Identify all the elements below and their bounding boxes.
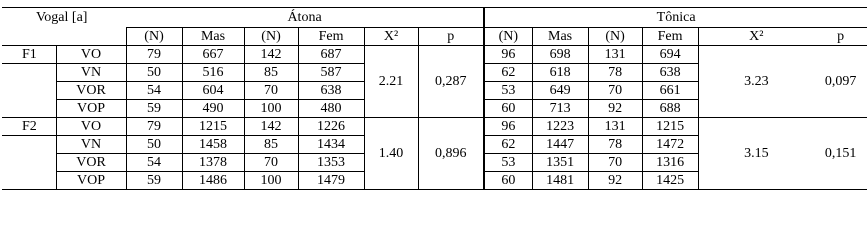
table-cell: 78 [588,64,642,82]
vowel-label: VO [56,118,126,136]
table-cell: 1223 [532,118,588,136]
table-cell: 59 [126,100,182,118]
table-cell: 638 [642,64,698,82]
vowel-label: VN [56,136,126,154]
vowel-label: VOR [56,82,126,100]
table-cell: 54 [126,154,182,172]
table-cell: 50 [126,64,182,82]
table-cell: 100 [244,100,298,118]
p-value: 0,097 [814,46,867,118]
p-value: 0,896 [418,118,484,190]
table-cell: 54 [126,82,182,100]
col-header-tonica-n-fem: (N) [588,28,642,46]
table-cell: 688 [642,100,698,118]
table-cell: 1447 [532,136,588,154]
table-cell: 1481 [532,172,588,190]
table-cell: 516 [182,64,244,82]
table-cell: 96 [484,118,532,136]
table-cell: 96 [484,46,532,64]
vowel-label: VOP [56,172,126,190]
table-cell: 1458 [182,136,244,154]
table-cell: 698 [532,46,588,64]
vowel-label: VOP [56,100,126,118]
table-cell: 490 [182,100,244,118]
table-cell: 638 [298,82,364,100]
table-cell: 1215 [642,118,698,136]
chi-square-value: 3.23 [698,46,814,118]
p-value: 0,287 [418,46,484,118]
table-cell: 53 [484,82,532,100]
table-cell: 85 [244,64,298,82]
chi-square-value: 2.21 [364,46,418,118]
group-header-atona: Átona [126,8,484,28]
table-cell: 1486 [182,172,244,190]
chi-square-value: 1.40 [364,118,418,190]
chi-square-value: 3.15 [698,118,814,190]
table-cell: 142 [244,118,298,136]
vowel-label: VN [56,64,126,82]
table-cell: 85 [244,136,298,154]
table-cell: 480 [298,100,364,118]
table-cell: 1215 [182,118,244,136]
table-cell: 694 [642,46,698,64]
table-cell: 1425 [642,172,698,190]
table-cell: 661 [642,82,698,100]
col-header-atona-n-fem: (N) [244,28,298,46]
table-cell: 92 [588,100,642,118]
table-cell: 60 [484,100,532,118]
table-cell: 70 [588,82,642,100]
table-cell: 62 [484,64,532,82]
vowel-label: VOR [56,154,126,172]
col-header-atona-mas: Mas [182,28,244,46]
formant-statistics-table [2,7,867,190]
table-cell: 60 [484,172,532,190]
col-header-tonica-mas: Mas [532,28,588,46]
table-cell: 649 [532,82,588,100]
table-cell: 62 [484,136,532,154]
vowel-label: VO [56,46,126,64]
table-cell: 713 [532,100,588,118]
table-cell: 70 [588,154,642,172]
table-cell: 1351 [532,154,588,172]
col-header-atona-p: p [418,28,484,46]
table-cell: 1226 [298,118,364,136]
col-header-atona-x2: X² [364,28,418,46]
formant-label: F2 [2,118,56,136]
table-cell: 1378 [182,154,244,172]
table-cell: 1434 [298,136,364,154]
table-cell: 92 [588,172,642,190]
col-header-tonica-fem: Fem [642,28,698,46]
table-cell: 667 [182,46,244,64]
table-cell: 50 [126,136,182,154]
table-cell: 687 [298,46,364,64]
table-cell: 1472 [642,136,698,154]
group-header-tonica: Tônica [484,8,867,28]
table-cell: 1479 [298,172,364,190]
header-corner: Vogal [a] [2,8,126,28]
table-cell: 618 [532,64,588,82]
table-cell: 70 [244,82,298,100]
col-header-tonica-p: p [814,28,867,46]
table-cell: 604 [182,82,244,100]
table-cell: 78 [588,136,642,154]
table-cell: 70 [244,154,298,172]
formant-label: F1 [2,46,56,64]
table-cell: 587 [298,64,364,82]
table-cell: 53 [484,154,532,172]
table-cell: 79 [126,118,182,136]
p-value: 0,151 [814,118,867,190]
col-header-atona-fem: Fem [298,28,364,46]
col-header-tonica-x2: X² [698,28,814,46]
col-header-atona-n-mas: (N) [126,28,182,46]
table-cell: 131 [588,46,642,64]
col-header-tonica-n-mas: (N) [484,28,532,46]
table-cell: 100 [244,172,298,190]
table-cell: 1353 [298,154,364,172]
table-cell: 59 [126,172,182,190]
table-cell: 1316 [642,154,698,172]
table-cell: 142 [244,46,298,64]
table-cell: 131 [588,118,642,136]
table-cell: 79 [126,46,182,64]
